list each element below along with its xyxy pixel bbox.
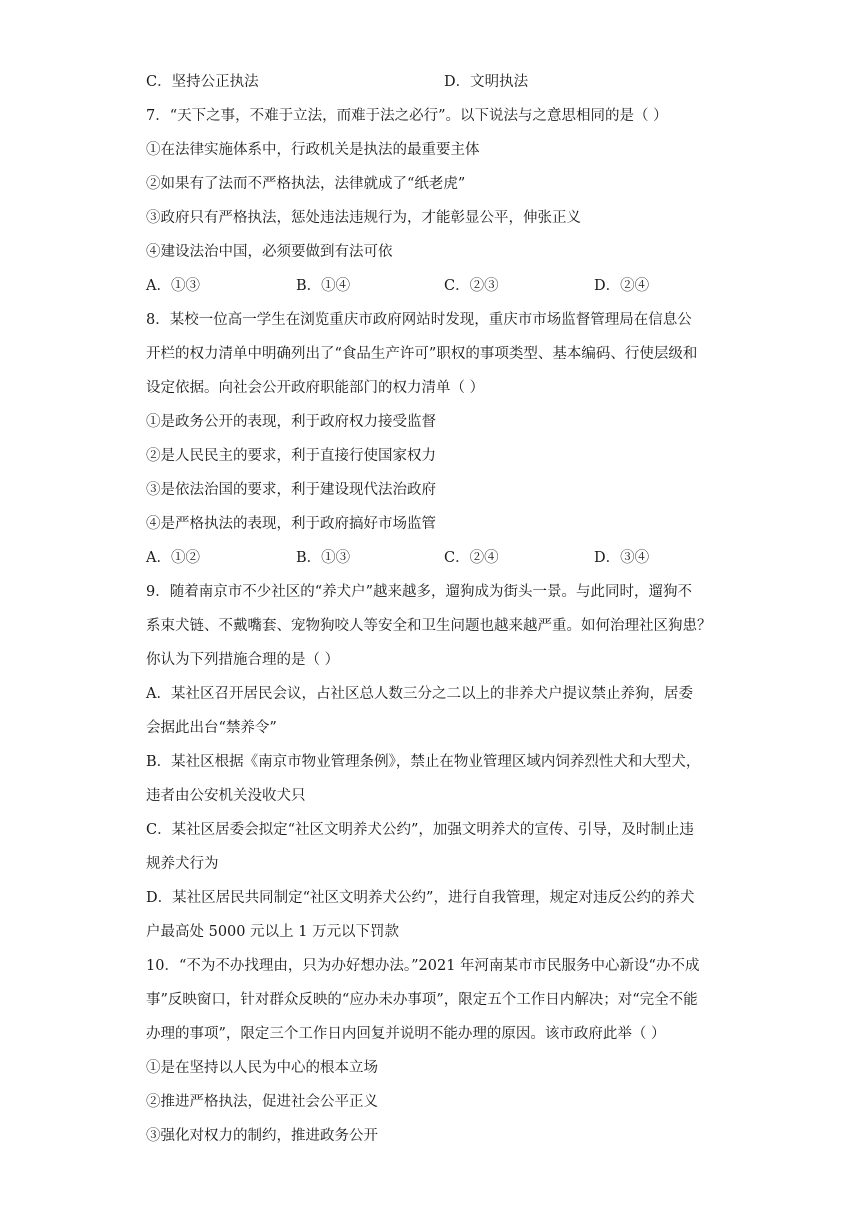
option-d: D．文明执法 xyxy=(444,74,529,90)
question-8-stem-line-2: 开栏的权力清单中明确列出了“食品生产许可”职权的事项类型、基本编码、行使层级和 xyxy=(146,346,698,362)
q8-option-d: D．③④ xyxy=(594,550,650,566)
q9-option-a-line-2: 会据此出台“禁养令” xyxy=(146,720,277,736)
q9-option-b-line-2: 违者由公安机关没收犬只 xyxy=(146,788,306,804)
question-9-stem-line-1: 9．随着南京市不少社区的“养犬户”越来越多，遛狗成为街头一景。与此同时，遛狗不 xyxy=(146,584,693,600)
options-row xyxy=(146,72,746,92)
q10-item-2: ②推进严格执法，促进社会公平正义 xyxy=(146,1094,378,1110)
q9-option-a-line-1: A．某社区召开居民会议，占社区总人数三分之二以上的非养犬户提议禁止养狗，居委 xyxy=(146,686,693,702)
q7-option-c: C．②③ xyxy=(444,278,499,294)
q7-item-4: ④建设法治中国，必须要做到有法可依 xyxy=(146,244,393,260)
q9-option-d-line-1: D．某社区居民共同制定“社区文明养犬公约”，进行自我管理，规定对违反公约的养犬 xyxy=(146,890,695,906)
q7-item-3: ③政府只有严格执法，惩处违法违规行为，才能彰显公平，伸张正义 xyxy=(146,210,581,226)
question-10-stem-line-3: 办理的事项”，限定三个工作日内回复并说明不能办理的原因。该市政府此举（ ） xyxy=(146,1026,666,1042)
q7-option-d: D．②④ xyxy=(594,278,650,294)
q8-item-3: ③是依法治国的要求，利于建设现代法治政府 xyxy=(146,482,436,498)
question-8-stem-line-3: 设定依据。向社会公开政府职能部门的权力清单（ ） xyxy=(146,380,485,396)
q9-option-d-line-2: 户最高处 5000 元以上 1 万元以下罚款 xyxy=(146,924,400,940)
q7-item-2: ②如果有了法而不严格执法，法律就成了“纸老虎” xyxy=(146,176,466,192)
q8-option-a: A．①② xyxy=(146,550,200,566)
q7-option-b: B．①④ xyxy=(296,278,351,294)
q8-options xyxy=(146,548,746,568)
question-9-stem-line-3: 你认为下列措施合理的是（ ） xyxy=(146,652,340,668)
q8-option-c: C．②④ xyxy=(444,550,499,566)
q9-option-c-line-1: C．某社区居委会拟定“社区文明养犬公约”，加强文明养犬的宣传、引导，及时制止违 xyxy=(146,822,694,838)
q10-item-1: ①是在坚持以人民为中心的根本立场 xyxy=(146,1060,378,1076)
question-10-stem-line-2: 事”反映窗口，针对群众反映的“应办未办事项”，限定五个工作日内解决；对“完全不能 xyxy=(146,992,698,1008)
q8-option-b: B．①③ xyxy=(296,550,351,566)
question-9-stem-line-2: 系束犬链、不戴嘴套、宠物狗咬人等安全和卫生问题也越来越严重。如何治理社区狗患？ xyxy=(146,618,712,634)
q7-item-1: ①在法律实施体系中，行政机关是执法的最重要主体 xyxy=(146,142,480,158)
option-c: C．坚持公正执法 xyxy=(146,74,259,90)
q8-item-4: ④是严格执法的表现，利于政府搞好市场监管 xyxy=(146,516,436,532)
q9-option-b-line-1: B．某社区根据《南京市物业管理条例》，禁止在物业管理区域内饲养烈性犬和大型犬， xyxy=(146,754,701,770)
question-7-stem: 7．“天下之事，不难于立法，而难于法之必行”。以下说法与之意思相同的是（ ） xyxy=(146,108,668,124)
q9-option-c-line-2: 规养犬行为 xyxy=(146,856,219,872)
q7-options xyxy=(146,276,746,296)
q8-item-1: ①是政务公开的表现，利于政府权力接受监督 xyxy=(146,414,436,430)
q10-item-3: ③强化对权力的制约，推进政务公开 xyxy=(146,1128,378,1144)
question-10-stem-line-1: 10．“不为不办找理由，只为办好想办法。”2021 年河南某市市民服务中心新设“办不成 xyxy=(146,958,700,974)
question-8-stem-line-1: 8．某校一位高一学生在浏览重庆市政府网站时发现，重庆市市场监督管理局在信息公 xyxy=(146,312,692,328)
q8-item-2: ②是人民民主的要求，利于直接行使国家权力 xyxy=(146,448,436,464)
q7-option-a: A．①③ xyxy=(146,278,200,294)
